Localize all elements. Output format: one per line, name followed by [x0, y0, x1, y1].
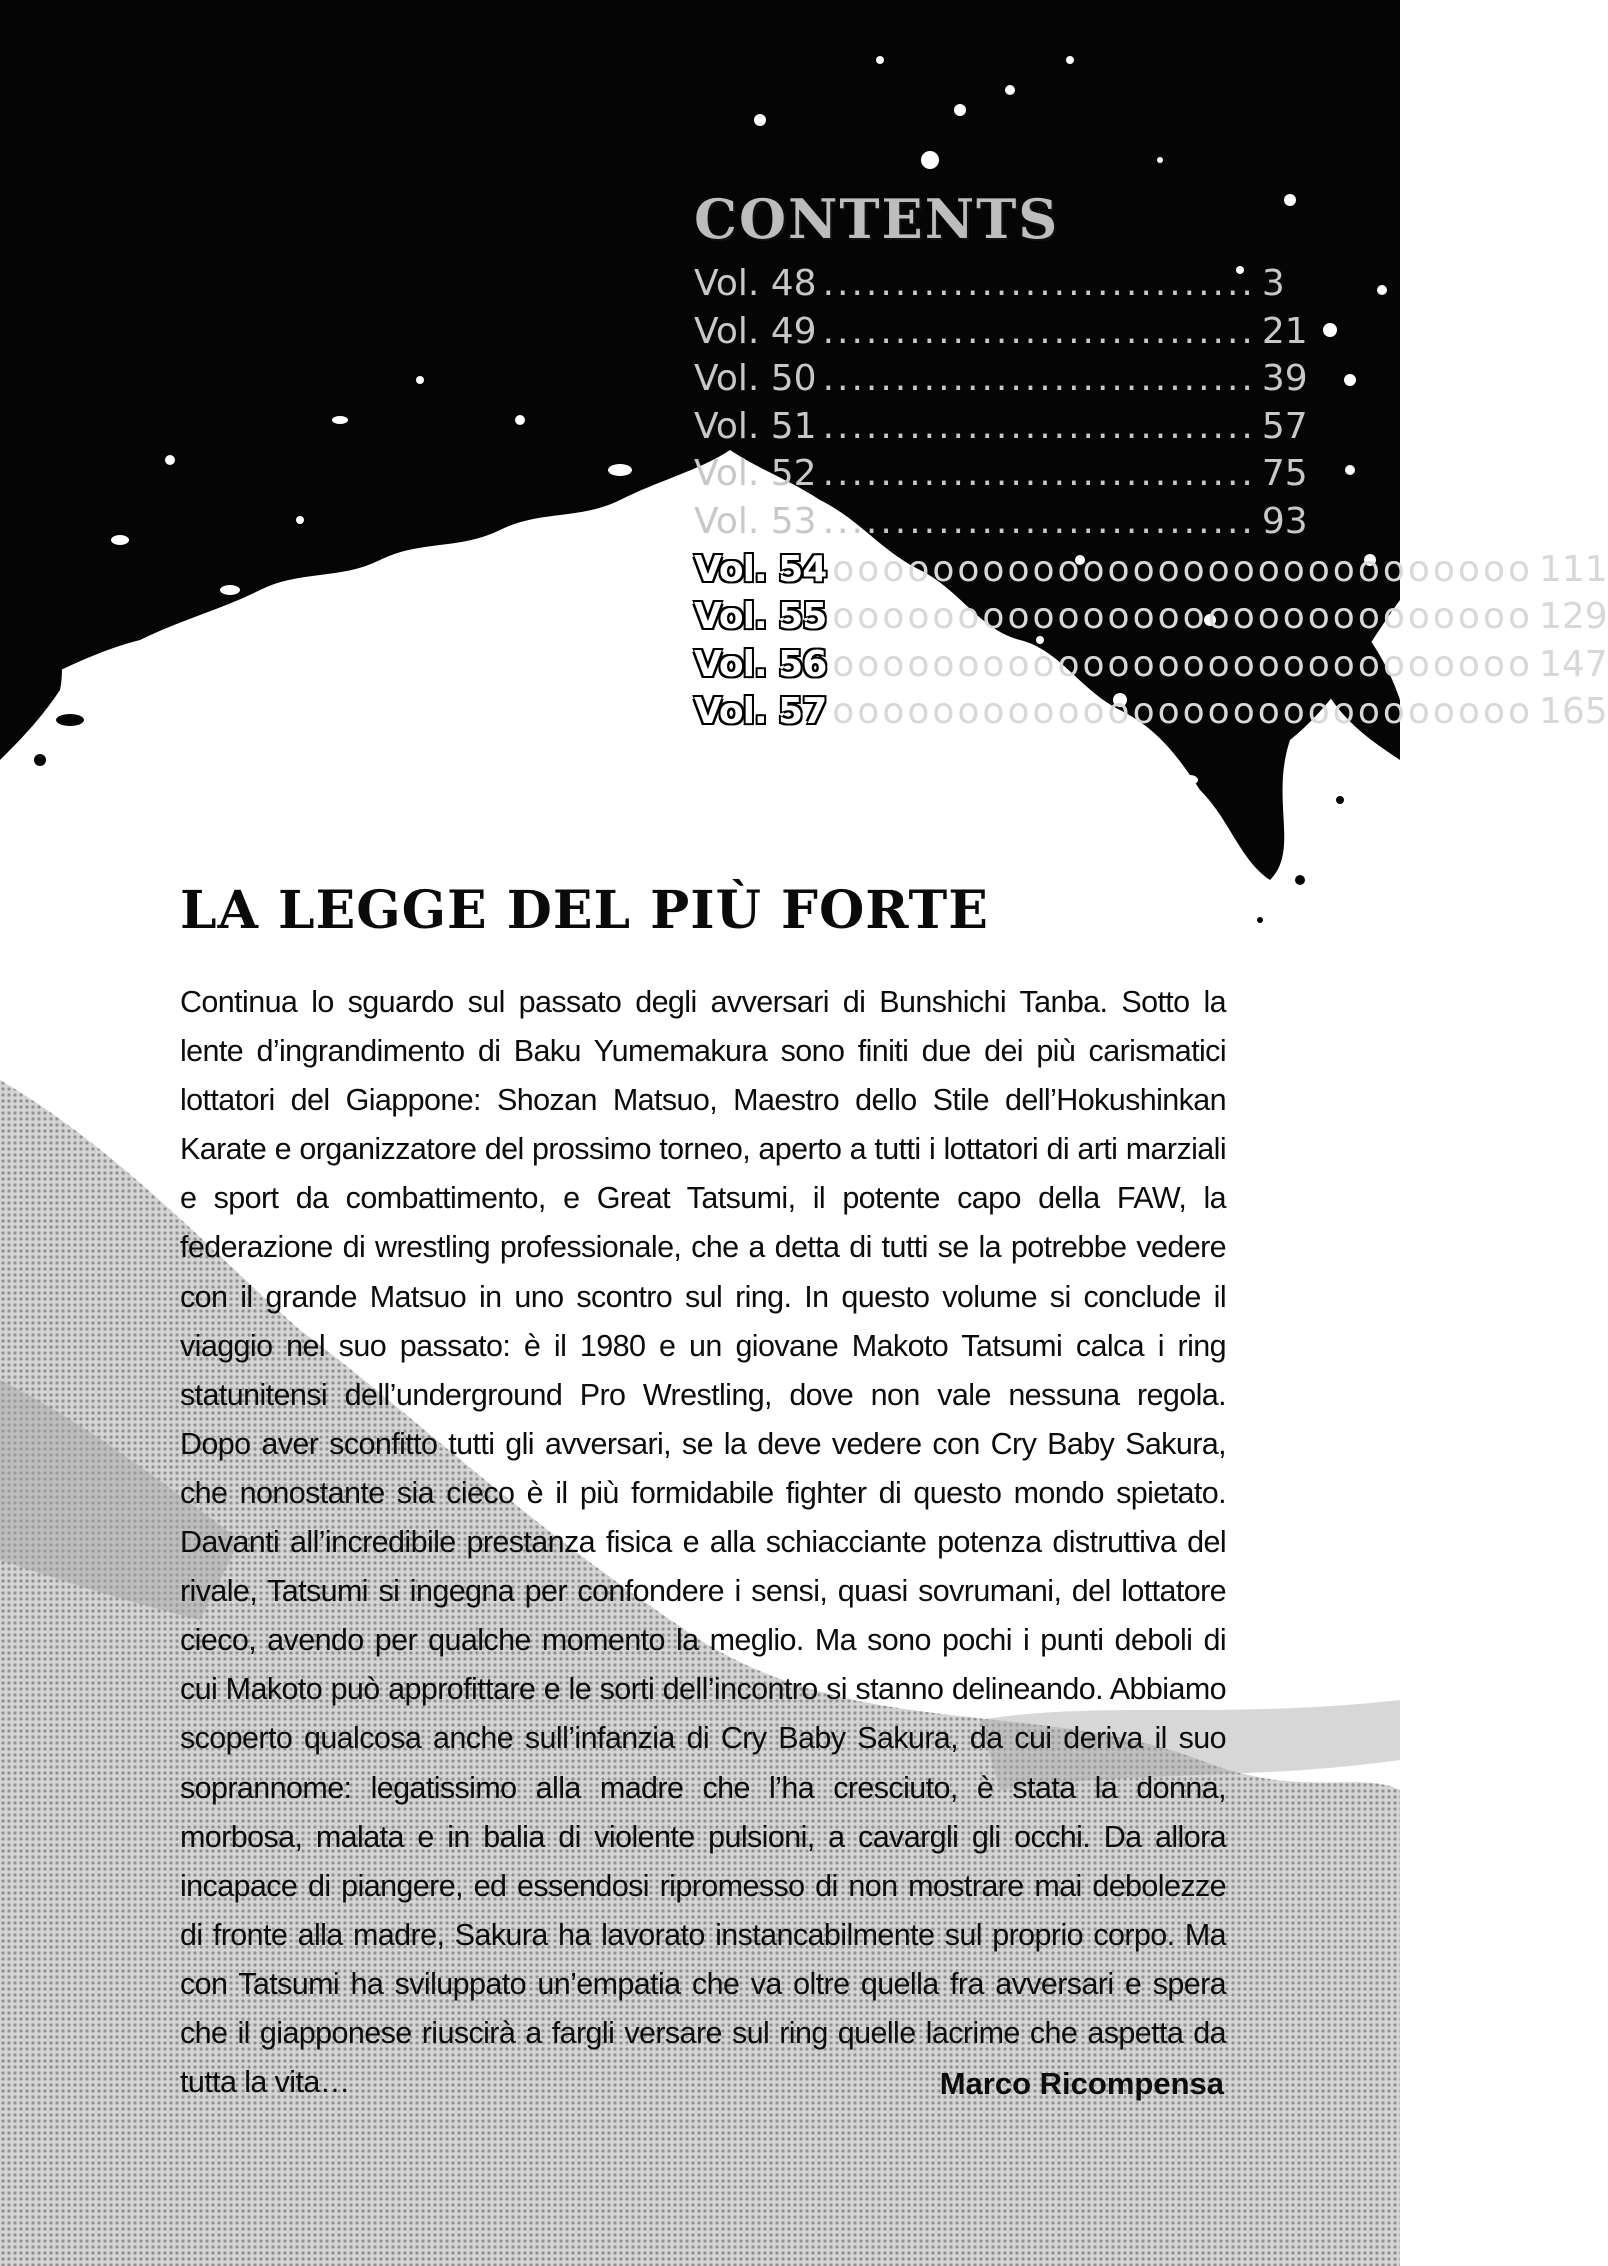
- toc-leader-dots: oooooooooooooooooooooooooooo: [832, 548, 1533, 590]
- toc-leader-dots: oooooooooooooooooooooooooooo: [832, 643, 1533, 685]
- toc-leader-dots: ..............................: [822, 453, 1256, 495]
- toc-volume-label: Vol. 57: [694, 691, 827, 733]
- toc-volume-label: Vol. 52: [694, 453, 817, 495]
- article-body: Continua lo sguardo sul passato degli avversari di Bunshichi Tanba. Sotto la lente d’ingrandimento di Baku Yumemakura sono finiti due dei più carismatici lottatori del Giappone: Shozan Matsuo, Maestro dello Stile dell’Hokushinkan Karate e organizzatore del prossimo torneo, aperto a tutti i lottatori di arti marziali e sport da combattimento, e Great Tatsumi, il potente capo della FAW, la federazione di wrestling professionale, che a detta di tutti se la potrebbe vedere con il grande Matsuo in uno scontro sul ring. In questo volume si conclude il viaggio nel suo passato: è il 1980 e un giovane Makoto Tatsumi calca i ring statunitensi dell’underground Pro Wrestling, dove non vale nessuna regola. Dopo aver sconfitto tutti gli avversari, se la deve vedere con Cry Baby Sakura, che nonostante sia cieco è il più formidabile fighter di questo mondo spietato. Davanti all’incredibile prestanza fisica e alla schiacciante potenza distruttiva del rivale, Tatsumi si ingegna per confondere i sensi, quasi sovrumani, del lottatore cieco, avendo per qualche momento la meglio. Ma sono pochi i punti deboli di cui Makoto può approfittare e le sorti dell’incontro si stanno delineando. Abbiamo scoperto qualcosa anche sull’infanzia di Cry Baby Sakura, da cui deriva il suo soprannome: legatissimo alla madre che l’ha cresciuto, è stata la donna, morbosa, malata e in balia di violente pulsioni, a cavargli gli occhi. Da allora incapace di piangere, ed essendosi ripromesso di non mostrare mai debolezze di fronte alla madre, Sakura ha lavorato instancabilmente sul proprio corpo. Ma con Tatsumi ha sviluppato un’empatia che va oltre quella fra avversari e spera che il giapponese riuscirà a fargli versare sul ring quelle lacrime che aspetta da tutta la vita…: [180, 985, 1226, 2100]
- toc-page-number: 147: [1539, 643, 1608, 685]
- toc-page-number: 3: [1261, 263, 1285, 304]
- toc-volume-label: Vol. 51: [694, 405, 817, 447]
- toc-leader-dots: ..............................: [822, 310, 1256, 352]
- toc-volume-label: Vol. 50: [694, 358, 817, 400]
- toc-item: [694, 260, 1285, 308]
- table-of-contents: [694, 187, 1608, 736]
- toc-leader-dots: ..............................: [822, 263, 1256, 304]
- toc-leader-dots: ..............................: [822, 500, 1256, 542]
- toc-volume-label: Vol. 49: [694, 310, 817, 352]
- toc-page-number: 93: [1261, 500, 1308, 542]
- toc-page-number: 39: [1261, 358, 1308, 400]
- toc-item: [694, 641, 1608, 689]
- toc-page-number: 21: [1261, 310, 1308, 352]
- toc-page-number: 75: [1261, 453, 1308, 495]
- toc-page-number: 129: [1539, 596, 1608, 638]
- toc-item: [694, 498, 1308, 546]
- toc-leader-dots: ..............................: [822, 358, 1256, 400]
- article-author: Marco Ricompensa: [939, 2066, 1224, 2101]
- toc-page-number: 165: [1539, 691, 1608, 733]
- toc-item: [694, 593, 1608, 641]
- toc-volume-label: Vol. 53: [694, 500, 817, 542]
- toc-leader-dots: oooooooooooooooooooooooooooo: [832, 691, 1533, 733]
- toc-volume-label: Vol. 48: [694, 263, 817, 304]
- toc-leader-dots: oooooooooooooooooooooooooooo: [832, 596, 1533, 638]
- toc-page-number: 57: [1261, 405, 1308, 447]
- toc-volume-label: Vol. 55: [694, 596, 827, 638]
- article-title: LA LEGGE DEL PIÙ FORTE: [180, 880, 989, 941]
- toc-item: [694, 546, 1608, 594]
- toc-item: [694, 403, 1308, 451]
- contents-list: [694, 260, 1608, 736]
- toc-item: [694, 450, 1308, 498]
- toc-item: [694, 688, 1608, 736]
- toc-volume-label: Vol. 56: [694, 643, 827, 685]
- toc-page-number: 111: [1539, 548, 1608, 590]
- toc-leader-dots: ..............................: [822, 405, 1256, 447]
- toc-volume-label: Vol. 54: [694, 548, 827, 590]
- toc-item: [694, 308, 1308, 356]
- toc-item: [694, 355, 1308, 403]
- contents-heading: CONTENTS: [694, 187, 1060, 251]
